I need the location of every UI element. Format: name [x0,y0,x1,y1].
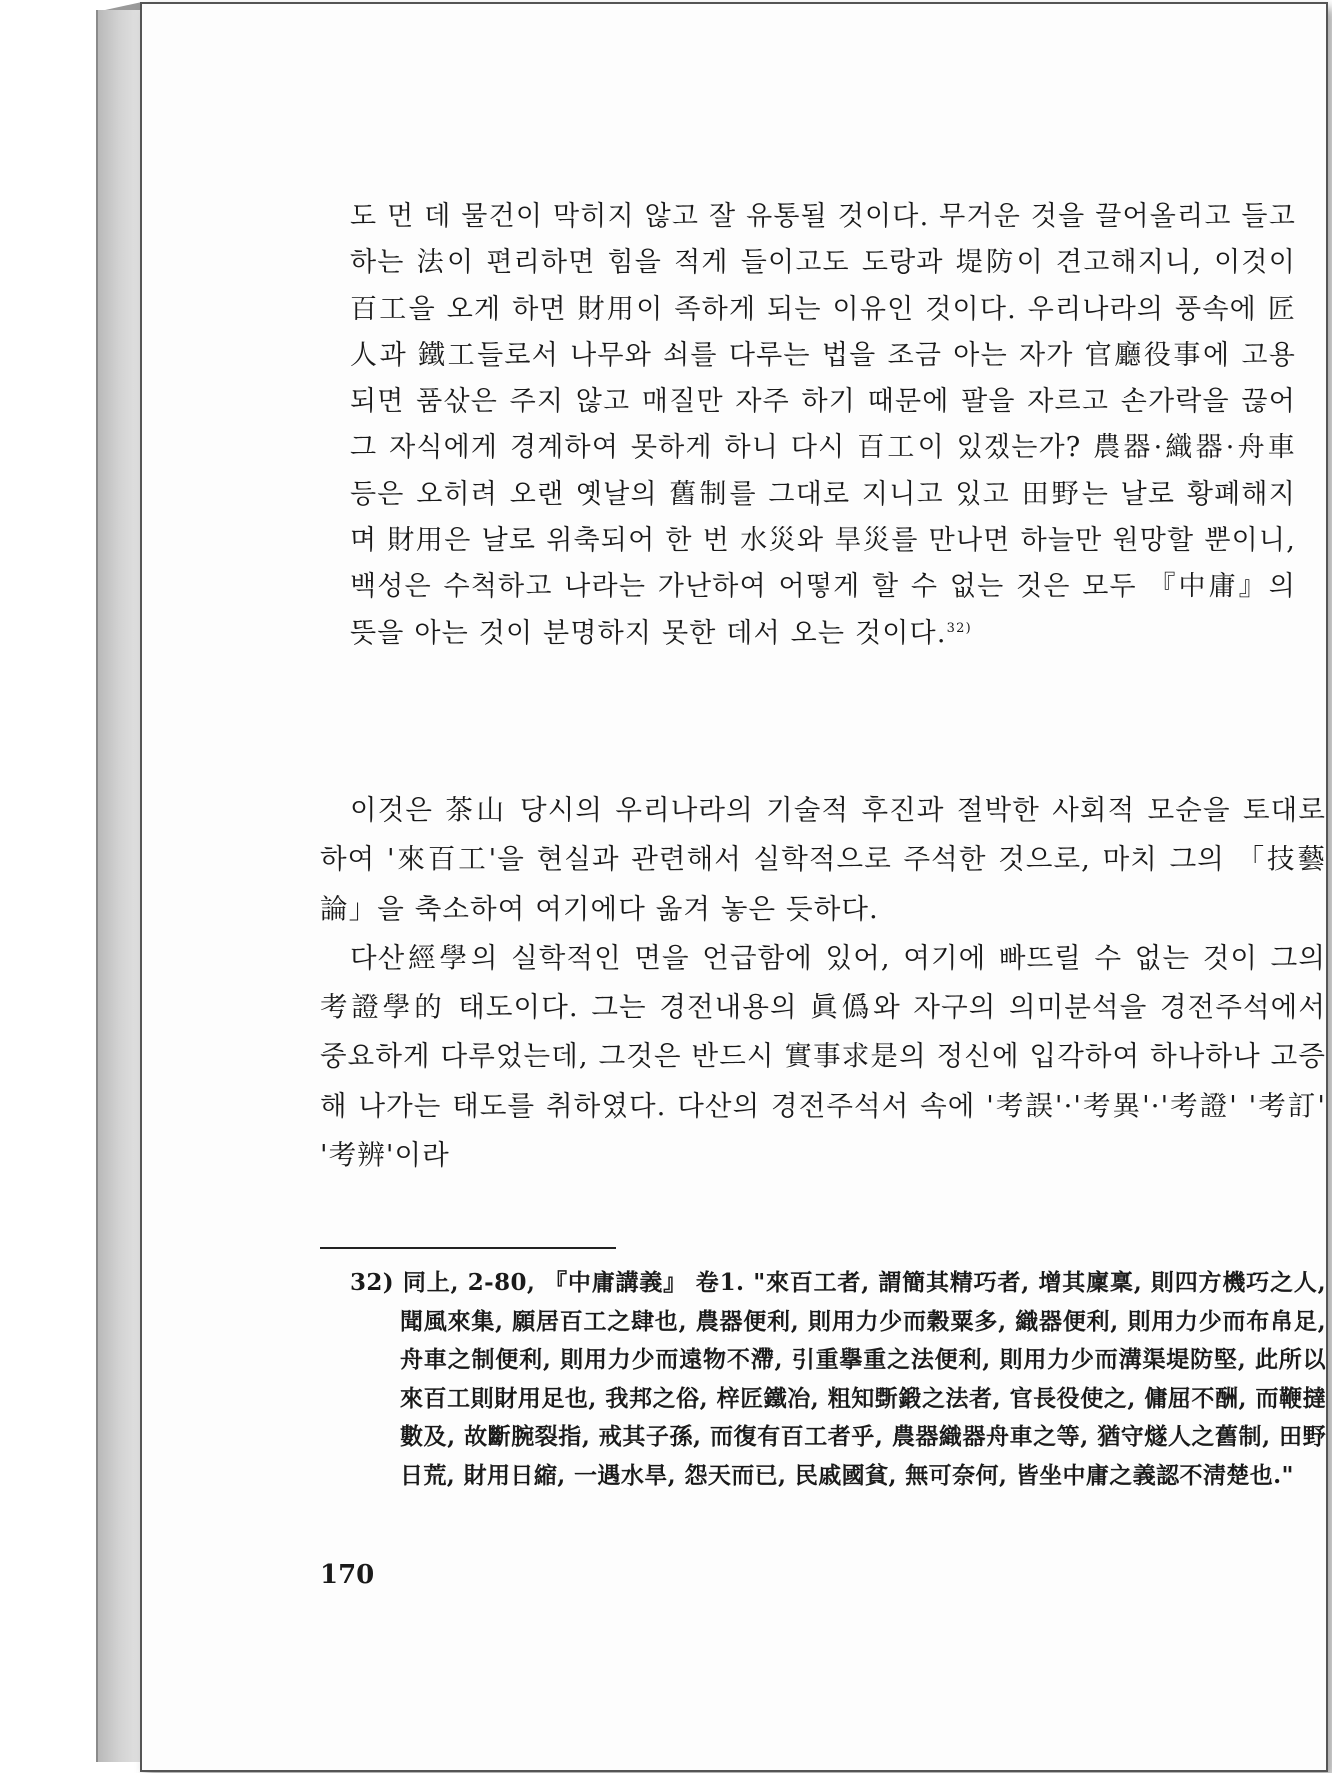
footnote-text: 32) 同上, 2-80, 『中庸講義』 卷1. "來百工者, 謂簡其精巧者, 增其廩稟, 則四方機巧之人, 聞風來集, 願居百工之肆也, 農器便利, 則用力少而穀粟多, 織器便利, 則用力少而布帛足, 舟車之制便利, 則用力少而遠物不滯, 引重擧重之法便利, 則用力少而溝渠堤防堅, 此所以來百工則財用足也, 我邦之俗, 梓匠鐵冶, 粗知斲鍛之法者, 官長役使之, 傭屈不酬, 而鞭撻數及, 故斷腕裂指, 戒其子孫, 而復有百工者乎, 農器織器舟車之等, 猶守燧人之舊制, 田野日荒, 財用日縮, 一遇水旱, 怨天而已, 民戚國貧, 無可奈何, 皆坐中庸之義認不淸楚也." [350,1269,1326,1489]
block-quote [350,194,1296,657]
page-number: 170 [320,1560,375,1590]
body-text [320,786,1326,1180]
page-content [142,4,1326,1770]
footnote [350,1264,1326,1495]
book-page [140,2,1328,1772]
book-spine [96,10,144,1762]
body-paragraph-2: 다산經學의 실학적인 면을 언급함에 있어, 여기에 빠뜨릴 수 없는 것이 그의 考證學的 태도이다. 그는 경전내용의 眞僞와 자구의 의미분석을 경전주석에서 중요하게 다루었는데, 그것은 반드시 實事求是의 정신에 입각하여 하나하나 고증해 나가는 태도를 취하였다. 다산의 경전주석서 속에 '考誤'·'考異'·'考證' '考訂' '考辨'이라 [320,941,1326,1172]
block-quote-text: 도 먼 데 물건이 막히지 않고 잘 유통될 것이다. 무거운 것을 끌어올리고 들고 하는 法이 편리하면 힘을 적게 들이고도 도랑과 堤防이 견고해지니, 이것이 百工을 오게 하면 財用이 족하게 되는 이유인 것이다. 우리나라의 풍속에 匠人과 鐵工들로서 나무와 쇠를 다루는 법을 조금 아는 자가 官廳役事에 고용되면 품삯은 주지 않고 매질만 자주 하기 때문에 팔을 자르고 손가락을 끊어 그 자식에게 경계하여 못하게 하니 다시 百工이 있겠는가? 農器·織器·舟車 등은 오히려 오랜 옛날의 舊制를 그대로 지니고 있고 田野는 날로 황폐해지며 財用은 날로 위축되어 한 번 水災와 旱災를 만나면 하늘만 원망할 뿐이니, 백성은 수척하고 나라는 가난하여 어떻게 할 수 없는 것은 모두 『中庸』의 뜻을 아는 것이 분명하지 못한 데서 오는 것이다. [350,201,1296,649]
footnote-marker: 32) [946,620,972,636]
footnote-divider [320,1247,616,1249]
body-paragraph-1: 이것은 茶山 당시의 우리나라의 기술적 후진과 절박한 사회적 모순을 토대로 하여 '來百工'을 현실과 관련해서 실학적으로 주석한 것으로, 마치 그의 「技藝論」을 축소하여 여기에다 옮겨 놓은 듯하다. [320,794,1326,925]
block-quote-paragraph [350,194,1296,657]
